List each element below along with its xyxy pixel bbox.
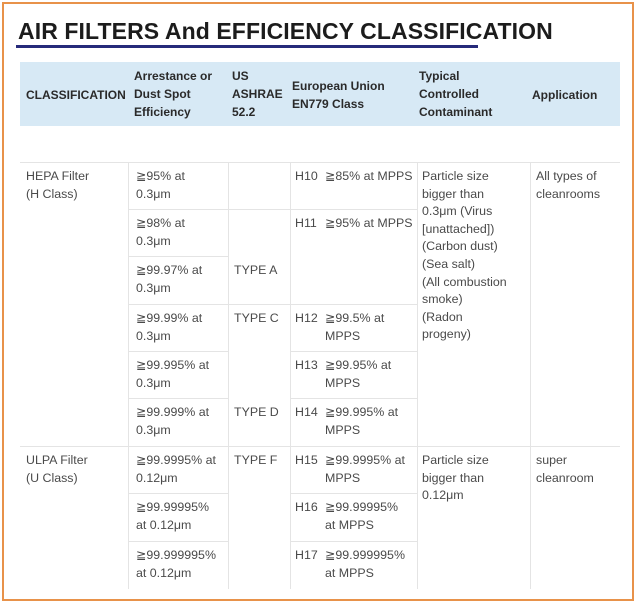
ulpa-row-eu-efficiency: ≧99.99995%: [325, 500, 399, 514]
ulpa-classification: ULPA Filter: [26, 453, 88, 467]
ulpa-row-eu-class: H17: [295, 548, 318, 562]
header-arrestance: Dust Spot: [134, 87, 191, 101]
column-divider: [417, 162, 418, 589]
hepa-row-arrestance: ≧99.999% at: [136, 405, 210, 419]
hepa-row-arrestance: 0.3μm: [136, 329, 171, 343]
row-divider: [290, 351, 417, 352]
ulpa-row-eu-efficiency: MPPS: [325, 471, 361, 485]
ulpa-row-eu-class: H15: [295, 453, 318, 467]
ulpa-row-arrestance: at 0.12μm: [136, 518, 192, 532]
hepa-row-eu-class: H14: [295, 405, 318, 419]
page-title: AIR FILTERS And EFFICIENCY CLASSIFICATION: [18, 18, 553, 44]
hepa-contaminant: bigger than: [422, 186, 485, 201]
hepa-contaminant: smoke): [422, 292, 463, 307]
row-divider: [128, 256, 228, 257]
ulpa-classification: (U Class): [26, 471, 78, 485]
row-divider: [128, 304, 228, 305]
hepa-row-eu-class: H12: [295, 311, 318, 325]
hepa-row-eu-efficiency: ≧85% at MPPS: [325, 169, 413, 183]
header-classification: CLASSIFICATION: [26, 88, 126, 102]
hepa-contaminant: progeny): [422, 327, 471, 342]
hepa-row-arrestance: 0.3μm: [136, 423, 171, 437]
header-contaminant: Controlled: [419, 87, 479, 101]
ulpa-row-ashrae: TYPE F: [234, 453, 278, 467]
hepa-contaminant: (Radon: [422, 309, 463, 324]
ulpa-row-arrestance: at 0.12μm: [136, 566, 192, 580]
column-divider: [290, 162, 291, 589]
header-ashrae: 52.2: [232, 105, 256, 119]
ulpa-row-arrestance: ≧99.999995%: [136, 548, 216, 562]
ulpa-application: cleanroom: [536, 471, 594, 485]
hepa-row-eu-efficiency: ≧99.995% at: [325, 405, 399, 419]
hepa-row-arrestance: ≧95% at: [136, 169, 185, 183]
column-divider: [530, 162, 531, 589]
hepa-row-arrestance: 0.3μm: [136, 187, 171, 201]
row-divider: [290, 541, 417, 542]
hepa-classification: HEPA Filter: [26, 169, 90, 183]
hepa-row-eu-efficiency: ≧99.5% at: [325, 311, 385, 325]
hepa-row-ashrae: TYPE C: [234, 311, 279, 325]
header-application: Application: [532, 88, 598, 102]
row-divider: [290, 493, 417, 494]
hepa-row-eu-efficiency: MPPS: [325, 376, 361, 390]
title-underline: [16, 45, 478, 48]
row-divider: [128, 398, 228, 399]
hepa-contaminant: [unattached]): [422, 221, 495, 236]
header-contaminant: Contaminant: [419, 105, 493, 119]
ulpa-contaminant: 0.12μm: [422, 488, 464, 503]
hepa-row-eu-class: H11: [295, 216, 317, 230]
hepa-row-arrestance: ≧99.99% at: [136, 311, 203, 325]
row-divider: [228, 304, 290, 305]
ulpa-row-eu-efficiency: at MPPS: [325, 566, 374, 580]
row-divider: [128, 351, 228, 352]
ulpa-row-eu-efficiency: at MPPS: [325, 518, 374, 532]
header-arrestance: Efficiency: [134, 105, 191, 119]
hepa-row-arrestance: ≧99.995% at: [136, 358, 210, 372]
ulpa-row-arrestance: ≧99.99995%: [136, 500, 210, 514]
ulpa-row-eu-efficiency: ≧99.9995% at: [325, 453, 405, 467]
hepa-row-arrestance: 0.3μm: [136, 234, 171, 248]
row-divider: [128, 493, 228, 494]
hepa-row-ashrae: TYPE D: [234, 405, 279, 419]
hepa-row-eu-class: H13: [295, 358, 318, 372]
hepa-row-eu-efficiency: ≧95% at MPPS: [325, 216, 413, 230]
ulpa-row-eu-class: H16: [295, 500, 318, 514]
hepa-row-arrestance: ≧99.97% at: [136, 263, 203, 277]
ulpa-contaminant: bigger than: [422, 470, 485, 485]
hepa-row-ashrae: TYPE A: [234, 263, 278, 277]
hepa-row-arrestance: 0.3μm: [136, 281, 171, 295]
hepa-application: cleanrooms: [536, 187, 601, 201]
hepa-row-eu-efficiency: ≧99.95% at: [325, 358, 392, 372]
hepa-row-eu-class: H10: [295, 169, 318, 183]
hepa-contaminant: Particle size: [422, 169, 489, 183]
header-eu-class: European Union: [292, 79, 385, 93]
row-divider: [128, 209, 417, 210]
row-divider: [290, 304, 417, 305]
ulpa-row-arrestance: ≧99.9995% at: [136, 453, 216, 467]
hepa-row-arrestance: 0.3μm: [136, 376, 171, 390]
row-divider: [290, 398, 417, 399]
hepa-contaminant: (Sea salt): [422, 257, 476, 271]
ulpa-row-eu-efficiency: ≧99.999995%: [325, 548, 405, 562]
hepa-contaminant: (Carbon dust): [422, 239, 498, 254]
header-contaminant: Typical: [419, 69, 460, 83]
header-arrestance: Arrestance or: [134, 69, 213, 83]
ulpa-row-arrestance: 0.12μm: [136, 471, 178, 485]
hepa-contaminant: (All combustion: [422, 274, 507, 289]
header-ashrae: US: [232, 69, 249, 83]
header-eu-class: EN779 Class: [292, 97, 365, 111]
hepa-classification: (H Class): [26, 187, 78, 201]
column-divider: [228, 162, 229, 589]
row-divider: [128, 541, 228, 542]
ulpa-application: super: [536, 453, 567, 467]
column-divider: [128, 162, 129, 589]
ulpa-contaminant: Particle size: [422, 453, 489, 467]
hepa-row-arrestance: ≧98% at: [136, 216, 185, 230]
hepa-row-eu-efficiency: MPPS: [325, 423, 361, 437]
header-ashrae: ASHRAE: [232, 87, 283, 101]
hepa-row-eu-efficiency: MPPS: [325, 329, 361, 343]
hepa-contaminant: 0.3μm (Virus: [422, 204, 493, 219]
hepa-application: All types of: [536, 169, 597, 183]
